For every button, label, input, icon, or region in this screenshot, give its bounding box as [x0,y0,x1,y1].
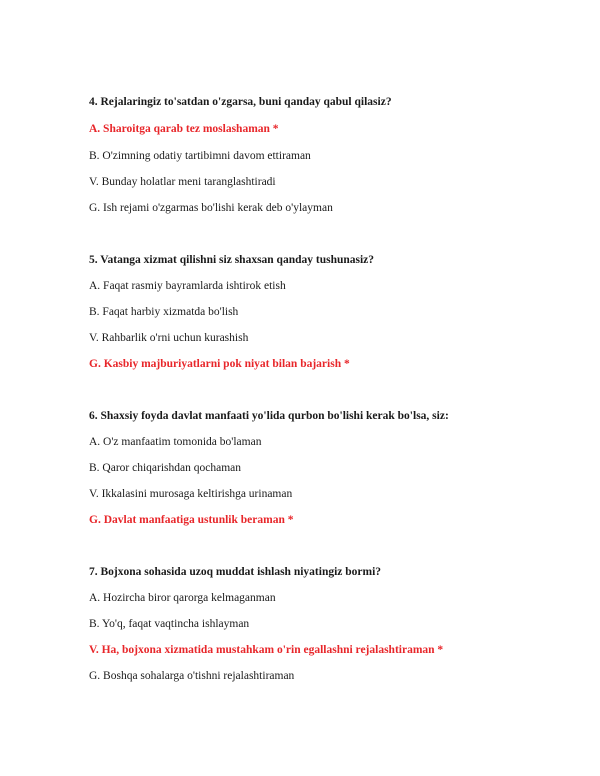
question-6-option-b: B. Qaror chiqarishdan qochaman [89,462,242,474]
question-7-option-g: G. Boshqa sohalarga o'tishni rejalashtiraman [89,670,295,682]
question-7: 7. Bojxona sohasida uzoq muddat ishlash niyatingiz bormi? [89,566,382,578]
question-6: 6. Shaxsiy foyda davlat manfaati yo'lida qurbon bo'lishi kerak bo'lsa, siz: [89,410,449,422]
question-4-option-b: B. O'zimning odatiy tartibimni davom ettiraman [89,150,311,162]
question-6-option-v: V. Ikkalasini murosaga keltirishga urinaman [89,488,293,500]
question-7-option-b: B. Yo'q, faqat vaqtincha ishlayman [89,618,250,630]
question-4-option-g: G. Ish rejami o'zgarmas bo'lishi kerak deb o'ylayman [89,202,333,214]
question-7-option-a: A. Hozircha biror qarorga kelmaganman [89,592,276,604]
question-7-option-v: V. Ha, bojxona xizmatida mustahkam o'rin egallashni rejalashtiraman * [89,644,444,656]
question-5-option-g: G. Kasbiy majburiyatlarni pok niyat bilan bajarish * [89,358,350,370]
question-5-option-v: V. Rahbarlik o'rni uchun kurashish [89,332,249,344]
question-4: 4. Rejalaringiz to'satdan o'zgarsa, buni qanday qabul qilasiz? [89,96,392,108]
question-4-option-v: V. Bunday holatlar meni taranglashtiradi [89,176,276,188]
question-4-option-a: A. Sharoitga qarab tez moslashaman * [89,123,279,135]
question-5: 5. Vatanga xizmat qilishni siz shaxsan qanday tushunasiz? [89,254,375,266]
question-5-option-a: A. Faqat rasmiy bayramlarda ishtirok etish [89,280,286,292]
question-6-option-a: A. O'z manfaatim tomonida bo'laman [89,436,262,448]
question-5-option-b: B. Faqat harbiy xizmatda bo'lish [89,306,239,318]
question-6-option-g: G. Davlat manfaatiga ustunlik beraman * [89,514,294,526]
